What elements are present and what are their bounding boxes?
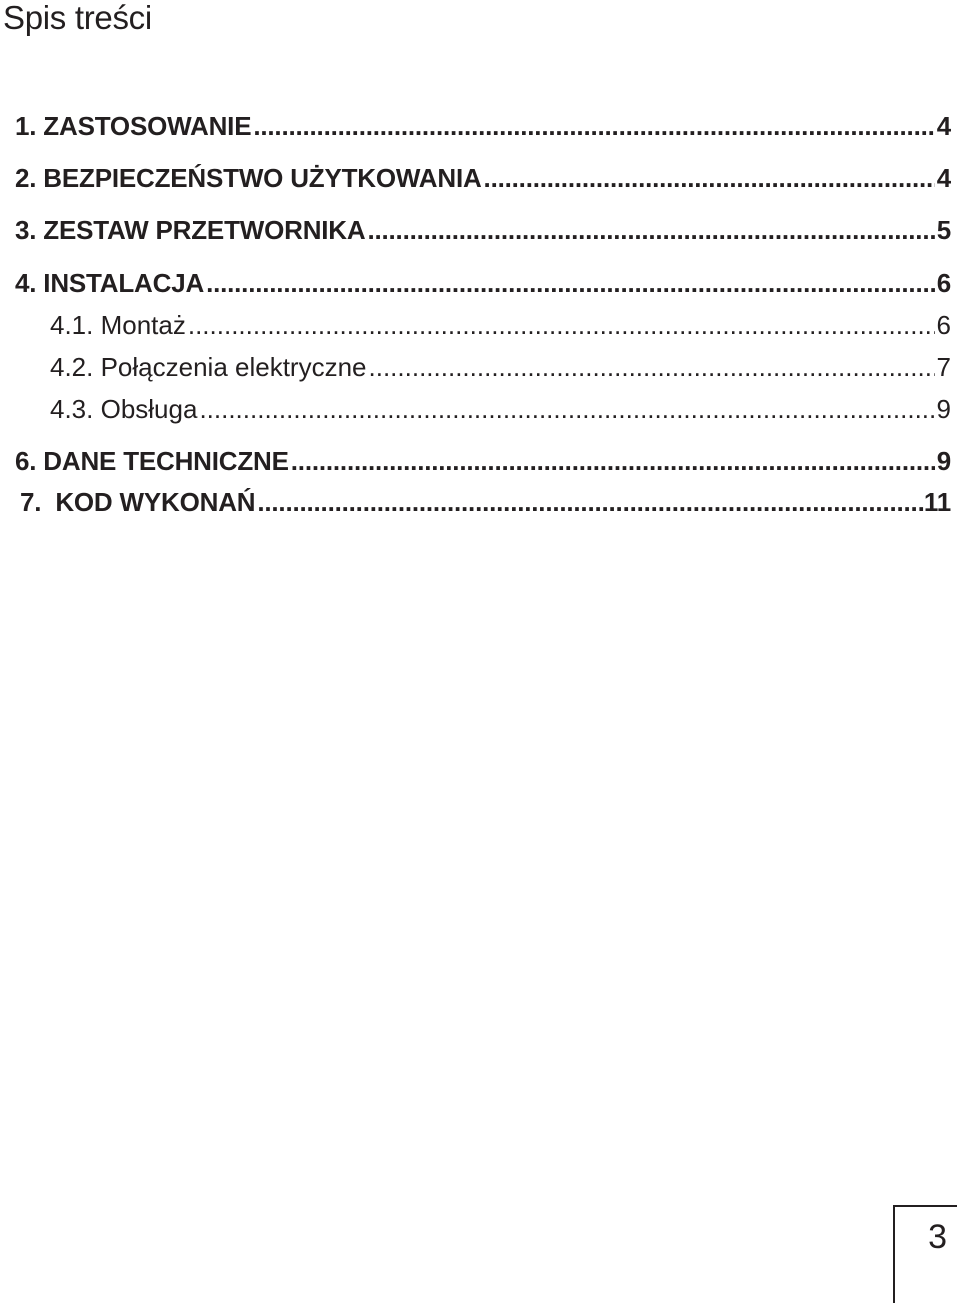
toc-entry-label: 4. INSTALACJA (15, 268, 205, 298)
toc-entry-label: 1. ZASTOSOWANIE (15, 111, 252, 141)
toc-entry-label: 6. DANE TECHNICZNE (15, 446, 289, 476)
table-of-contents (0, 0, 960, 540)
toc-entry-label: 7. KOD WYKONAŃ (20, 487, 256, 517)
toc-entry-page: 11 (923, 487, 951, 517)
toc-entry-page: 7 (936, 352, 951, 382)
toc-entry-label: 2. BEZPIECZEŃSTWO UŻYTKOWANIA (15, 163, 482, 193)
toc-entry[interactable] (15, 266, 951, 300)
toc-entry[interactable] (50, 392, 951, 426)
toc-leader-dots (188, 308, 935, 342)
page-title: Spis treści (3, 0, 152, 36)
toc-leader-dots (291, 444, 935, 478)
toc-entry-page: 9 (936, 446, 951, 476)
toc-leader-dots (484, 161, 935, 195)
toc-entry-page: 6 (936, 310, 951, 340)
toc-entry-label: 3. ZESTAW PRZETWORNIKA (15, 215, 366, 245)
toc-entry[interactable] (15, 109, 951, 143)
toc-entry[interactable] (15, 161, 951, 195)
toc-entry-page: 6 (936, 268, 951, 298)
toc-entry-label: 4.1. Montaż (50, 310, 186, 340)
toc-entry[interactable] (50, 308, 951, 342)
toc-entry[interactable] (50, 350, 951, 384)
toc-entry[interactable] (20, 485, 951, 519)
toc-entry-page: 4 (936, 163, 951, 193)
toc-leader-dots (206, 266, 935, 300)
toc-leader-dots (199, 392, 934, 426)
toc-entry[interactable] (15, 444, 951, 478)
toc-leader-dots (253, 109, 934, 143)
toc-leader-dots (369, 350, 935, 384)
toc-entry-page: 5 (936, 215, 951, 245)
toc-entry-label: 4.3. Obsługa (50, 394, 198, 424)
toc-leader-dots (257, 485, 924, 519)
page-number-box (893, 1205, 957, 1303)
toc-entry[interactable] (15, 213, 951, 247)
toc-leader-dots (367, 213, 934, 247)
page-number: 3 (928, 1218, 947, 1256)
toc-entry-label: 4.2. Połączenia elektryczne (50, 352, 367, 382)
toc-entry-page: 9 (936, 394, 951, 424)
toc-entry-page: 4 (936, 111, 951, 141)
